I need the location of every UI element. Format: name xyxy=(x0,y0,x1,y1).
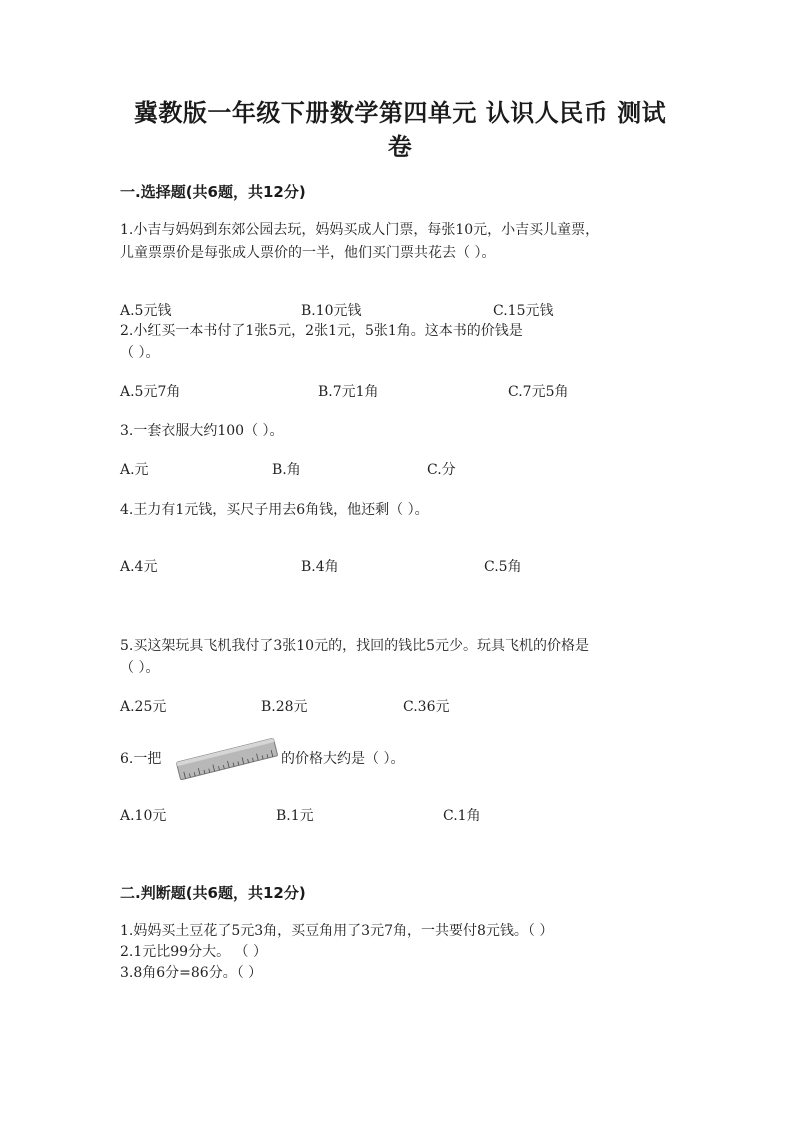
question-4-option-a[interactable]: A.4元 xyxy=(120,559,158,575)
question-3-option-c[interactable]: C.分 xyxy=(427,462,456,478)
question-1-text-line-1: 1.小吉与妈妈到东郊公园去玩，妈妈买成人门票，每张10元，小吉买儿童票， xyxy=(120,222,600,238)
question-2-text-line-1: 2.小红买一本书付了1张5元，2张1元，5张1角。这本书的价钱是 xyxy=(120,323,523,339)
question-1-text-line-2: 儿童票票价是每张成人票价的一半，他们买门票共花去（ ）。 xyxy=(120,245,496,261)
title-line-1: 冀教版一年级下册数学第四单元 认识人民币 测试 xyxy=(133,99,667,127)
question-3-text: 3.一套衣服大约100（ ）。 xyxy=(120,423,284,439)
judgment-question-2: 2.1元比99分大。 （ ） xyxy=(120,944,267,960)
question-2-option-c[interactable]: C.7元5角 xyxy=(508,384,569,400)
question-6-option-b[interactable]: B.1元 xyxy=(276,808,314,824)
question-6-option-a[interactable]: A.10元 xyxy=(120,808,167,824)
question-5-text-line-2: （ ）。 xyxy=(120,660,160,676)
question-4-option-b[interactable]: B.4角 xyxy=(301,559,339,575)
question-3-option-b[interactable]: B.角 xyxy=(272,462,301,478)
question-2-option-b[interactable]: B.7元1角 xyxy=(318,384,379,400)
question-5-option-a[interactable]: A.25元 xyxy=(120,699,167,715)
judgment-question-1: 1.妈妈买土豆花了5元3角，买豆角用了3元7角，一共要付8元钱。（ ） xyxy=(120,923,554,939)
ruler-icon xyxy=(173,733,281,785)
question-5-text-line-1: 5.买这架玩具飞机我付了3张10元的，找回的钱比5元少。玩具飞机的价格是 xyxy=(120,638,589,654)
question-6-option-c[interactable]: C.1角 xyxy=(443,808,481,824)
question-1-option-c[interactable]: C.15元钱 xyxy=(493,303,554,319)
section-heading-choice: 一.选择题(共6题，共12分) xyxy=(120,183,306,201)
page-title xyxy=(110,96,690,164)
question-4-text: 4.王力有1元钱，买尺子用去6角钱，他还剩（ ）。 xyxy=(120,502,429,518)
question-6-suffix: 的价格大约是（ ）。 xyxy=(281,751,405,767)
section-heading-judgment: 二.判断题(共6题，共12分) xyxy=(120,884,306,902)
question-5-option-c[interactable]: C.36元 xyxy=(403,699,450,715)
question-1-option-b[interactable]: B.10元钱 xyxy=(301,303,362,319)
title-line-2: 卷 xyxy=(387,133,413,161)
question-5-option-b[interactable]: B.28元 xyxy=(261,699,308,715)
question-1-option-a[interactable]: A.5元钱 xyxy=(120,303,172,319)
question-2-text-line-2: （ ）。 xyxy=(120,345,160,361)
question-4-option-c[interactable]: C.5角 xyxy=(484,559,522,575)
question-3-option-a[interactable]: A.元 xyxy=(120,462,149,478)
question-6-prefix: 6.一把 xyxy=(120,751,162,767)
judgment-question-3: 3.8角6分=86分。（ ） xyxy=(120,965,263,981)
question-2-option-a[interactable]: A.5元7角 xyxy=(120,384,181,400)
